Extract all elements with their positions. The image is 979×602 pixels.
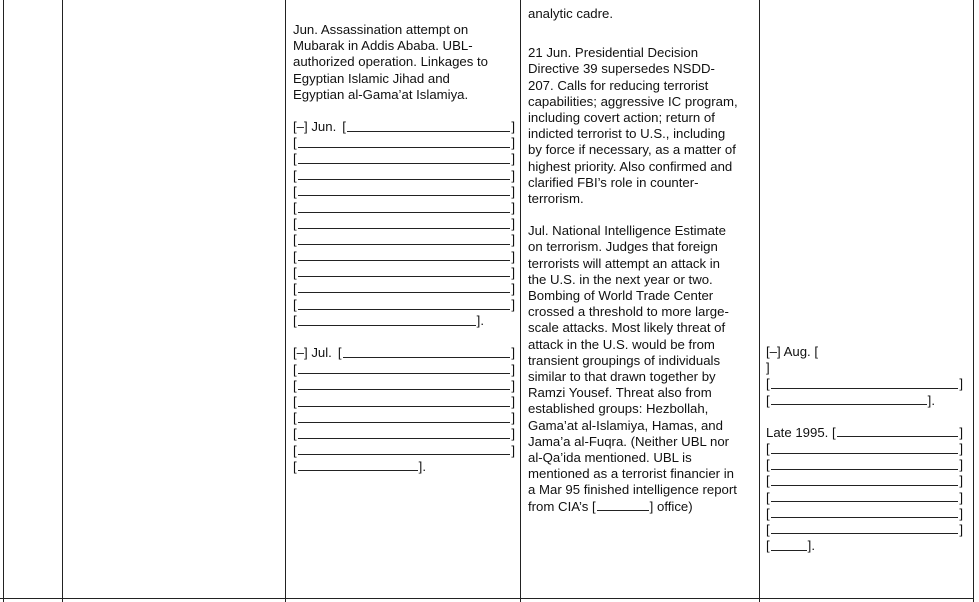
redaction-line	[293, 410, 515, 426]
close-bracket: ]	[959, 424, 963, 440]
redaction-line	[293, 200, 515, 216]
pdd39-entry: 21 Jun. Presidential Decision Directive 39 supersedes NSDD- 207. Calls for reducing terrorist capabilities; aggressive IC program, including covert action; return of indicted terrorist to U.S., including by force if necessary, as a matter of highest priority. Also confirmed and clarified FBI’s role in counter- terrorism.	[528, 45, 738, 207]
close-bracket: ]	[511, 135, 515, 151]
column-3-cell	[293, 22, 515, 475]
redaction-bar	[298, 301, 511, 310]
close-bracket: ]	[511, 216, 515, 232]
open-bracket: [	[337, 345, 342, 361]
redaction-line	[766, 473, 963, 489]
redaction-bar	[347, 123, 510, 132]
open-bracket: [	[766, 538, 770, 554]
redaction-bar	[298, 446, 511, 455]
close-bracket: ]	[511, 426, 515, 442]
redaction-line	[766, 344, 963, 360]
redaction-line	[293, 151, 515, 167]
open-bracket: [	[293, 216, 297, 232]
redaction-bar	[771, 542, 807, 551]
open-bracket: [	[293, 426, 297, 442]
close-bracket: ]	[511, 183, 515, 199]
redaction-bar	[298, 462, 418, 471]
redaction-bar	[298, 171, 511, 180]
redaction-bar	[771, 380, 959, 389]
open-bracket: [	[293, 297, 297, 313]
column-divider-1	[62, 0, 63, 602]
close-bracket: ]	[511, 345, 515, 361]
redaction-line	[766, 506, 963, 522]
cia-office-start: from CIA’s [	[528, 498, 596, 514]
redaction-bar	[298, 139, 511, 148]
open-bracket: [	[766, 521, 770, 537]
open-bracket: [	[293, 183, 297, 199]
close-bracket: ]	[511, 167, 515, 183]
redaction-line	[293, 378, 515, 394]
close-bracket: ]	[511, 361, 515, 377]
close-bracket: ]	[511, 151, 515, 167]
redaction-line	[293, 443, 515, 459]
open-bracket: [	[293, 280, 297, 296]
redaction-bar	[771, 396, 927, 405]
open-bracket: [	[766, 392, 770, 408]
redaction-line	[293, 281, 515, 297]
close-bracket: ]	[511, 232, 515, 248]
table-border-left	[3, 0, 4, 602]
jul-redacted-block	[293, 345, 515, 475]
open-bracket: [	[293, 264, 297, 280]
open-bracket: [	[293, 248, 297, 264]
open-bracket: [	[766, 376, 770, 392]
column-divider-3	[520, 0, 521, 602]
redaction-line	[293, 119, 515, 135]
late-1995-redacted-block	[766, 425, 963, 555]
redaction-line	[293, 362, 515, 378]
redaction-line	[766, 457, 963, 473]
redaction-bar	[298, 252, 511, 261]
redaction-bar	[597, 502, 649, 511]
redaction-line	[293, 232, 515, 248]
open-bracket: [	[293, 361, 297, 377]
open-bracket: [	[293, 199, 297, 215]
aug-redacted-block	[766, 344, 963, 409]
close-bracket: ]	[959, 473, 963, 489]
redaction-line	[293, 135, 515, 151]
analytic-cadre-text: analytic cadre.	[528, 6, 614, 21]
close-bracket: ]	[959, 489, 963, 505]
redaction-line	[293, 249, 515, 265]
redaction-line-final	[293, 459, 515, 475]
open-bracket: [	[293, 410, 297, 426]
open-bracket: [	[293, 313, 297, 329]
redaction-line	[766, 376, 963, 392]
late-1995-prefix: Late 1995. [	[766, 424, 836, 440]
column-5-cell	[766, 344, 963, 554]
close-bracket: ]	[959, 457, 963, 473]
column-divider-2	[285, 0, 286, 602]
redaction-bar	[298, 187, 511, 196]
redaction-line	[293, 297, 515, 313]
redaction-bar	[771, 461, 959, 470]
redaction-bar	[298, 430, 511, 439]
open-bracket: [	[293, 135, 297, 151]
open-bracket: [	[293, 167, 297, 183]
open-bracket: [	[766, 489, 770, 505]
redaction-line	[293, 394, 515, 410]
jun-redacted-block	[293, 119, 515, 329]
cia-office-line	[528, 499, 756, 515]
open-bracket: [	[293, 151, 297, 167]
column-4-cell	[528, 6, 756, 515]
column-divider-4	[759, 0, 760, 602]
redaction-bar	[771, 477, 959, 486]
open-bracket: [	[293, 394, 297, 410]
close-bracket-period: ].	[476, 313, 484, 329]
redaction-bar	[298, 220, 511, 229]
redaction-line	[293, 265, 515, 281]
open-bracket: [	[293, 232, 297, 248]
close-bracket: ]	[511, 199, 515, 215]
close-bracket: ]	[959, 521, 963, 537]
redaction-line	[766, 441, 963, 457]
redaction-bar	[298, 365, 511, 374]
aug-prefix: [–] Aug. [	[766, 344, 819, 359]
redaction-bar	[771, 445, 959, 454]
redaction-bar	[298, 268, 511, 277]
nie-terrorism-entry: Jul. National Intelligence Estimate on terrorism. Judges that foreign terrorists will attempt an attack in the U.S. in the next year or two. Bombing of World Trade Center crossed a threshold to more large- scale attacks. Most likely threat of attack in the U.S. would be from transient groupings of individuals similar to that drawn together by Ramzi Yousef. Threat also from established groups: Hezbollah, Gama’at al-Islamiya, Hamas, and Jama’a al-Fuqra. (Neither UBL nor al-Qa’ida mentioned. UBL is mentioned as a terrorist financier in a Mar 95 finished intelligence report	[528, 223, 737, 498]
redaction-bar	[343, 349, 511, 358]
close-bracket: ]	[959, 505, 963, 521]
close-bracket-period: ].	[807, 538, 815, 554]
redaction-bar	[298, 381, 511, 390]
open-bracket: [	[766, 505, 770, 521]
redaction-bar	[298, 236, 511, 245]
table-bottom-border	[0, 598, 974, 599]
close-bracket: ]	[959, 376, 963, 392]
redaction-bar	[298, 414, 511, 423]
table-border-right	[973, 0, 974, 602]
redaction-line	[766, 360, 963, 376]
close-bracket: ]	[511, 297, 515, 313]
close-bracket: ]	[511, 377, 515, 393]
redaction-bar	[298, 317, 476, 326]
open-bracket: [	[766, 440, 770, 456]
redaction-line	[293, 345, 515, 361]
cia-office-end: ] office)	[649, 498, 693, 514]
redaction-line	[293, 168, 515, 184]
redaction-bar	[771, 509, 959, 518]
redaction-line	[293, 426, 515, 442]
redaction-line	[293, 184, 515, 200]
redaction-line	[293, 216, 515, 232]
redaction-bar	[298, 284, 511, 293]
redaction-bar	[771, 525, 959, 534]
close-bracket: ]	[511, 248, 515, 264]
close-bracket: ]	[511, 280, 515, 296]
close-bracket: ]	[511, 264, 515, 280]
redaction-bar	[298, 398, 511, 407]
open-bracket: [	[342, 119, 346, 135]
redaction-line	[766, 522, 963, 538]
close-bracket: ]	[959, 440, 963, 456]
close-bracket: ]	[511, 410, 515, 426]
redaction-line	[766, 490, 963, 506]
redaction-bar	[837, 428, 959, 437]
jul-prefix: [–] Jul.	[293, 345, 332, 361]
open-bracket: [	[766, 473, 770, 489]
redaction-line	[766, 425, 963, 441]
close-bracket-period: ].	[418, 458, 426, 474]
close-bracket: ]	[511, 119, 515, 135]
redaction-line-final	[766, 538, 963, 554]
open-bracket: [	[766, 457, 770, 473]
close-bracket: ]	[511, 394, 515, 410]
mubarak-assassination-entry: Jun. Assassination attempt on Mubarak in Addis Ababa. UBL- authorized operation. Linkages to Egyptian Islamic Jihad and Egyptian al-Gama’at Islamiya.	[293, 22, 489, 102]
redaction-bar	[298, 204, 511, 213]
redaction-line-final	[293, 313, 515, 329]
redaction-bar	[298, 155, 511, 164]
redaction-bar	[771, 493, 959, 502]
redaction-line-final	[766, 393, 963, 409]
close-bracket: ]	[766, 360, 770, 376]
open-bracket: [	[293, 377, 297, 393]
open-bracket: [	[293, 458, 297, 474]
open-bracket: [	[293, 442, 297, 458]
jun-prefix: [–] Jun.	[293, 119, 337, 135]
close-bracket: ]	[511, 442, 515, 458]
close-bracket-period: ].	[927, 392, 935, 408]
